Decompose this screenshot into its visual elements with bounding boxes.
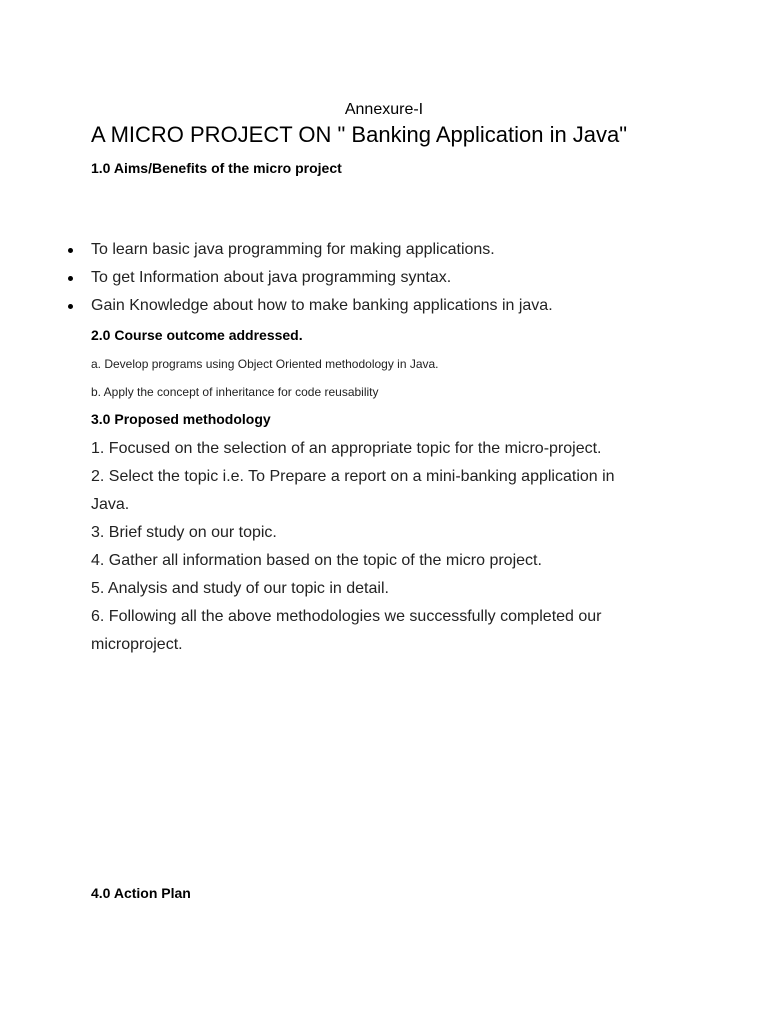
- bullet-icon: [68, 248, 73, 253]
- list-item: To get Information about java programming syntax.: [0, 267, 553, 295]
- annexure-label: Annexure-I: [344, 101, 424, 118]
- section-3-heading: 3.0 Proposed methodology: [91, 411, 271, 427]
- course-outcome-a: a. Develop programs using Object Oriented methodology in Java.: [91, 357, 439, 371]
- course-outcome-b: b. Apply the concept of inheritance for code reusability: [91, 385, 379, 399]
- list-item: Java.: [91, 496, 130, 513]
- list-item: Gain Knowledge about how to make banking applications in java.: [0, 295, 553, 323]
- list-item: 6. Following all the above methodologies we successfully completed our: [91, 608, 602, 625]
- section-4-heading: 4.0 Action Plan: [91, 885, 191, 901]
- list-item: 5. Analysis and study of our topic in detail.: [91, 580, 389, 597]
- list-item: 1. Focused on the selection of an appropriate topic for the micro-project.: [91, 440, 602, 457]
- methodology-steps: [91, 435, 615, 659]
- bullet-icon: [68, 276, 73, 281]
- section-1-heading: 1.0 Aims/Benefits of the micro project: [91, 160, 342, 176]
- document-title: A MICRO PROJECT ON " Banking Application in Java": [91, 122, 628, 147]
- list-item: To learn basic java programming for making applications.: [0, 239, 553, 267]
- list-item: microproject.: [91, 636, 183, 653]
- list-item: 3. Brief study on our topic.: [91, 524, 277, 541]
- bullet-icon: [68, 304, 73, 309]
- list-item: 4. Gather all information based on the topic of the micro project.: [91, 552, 542, 569]
- aims-bullet-list: [0, 239, 553, 323]
- section-2-heading: 2.0 Course outcome addressed.: [91, 327, 303, 343]
- list-item: 2. Select the topic i.e. To Prepare a report on a mini-banking application in: [91, 468, 615, 485]
